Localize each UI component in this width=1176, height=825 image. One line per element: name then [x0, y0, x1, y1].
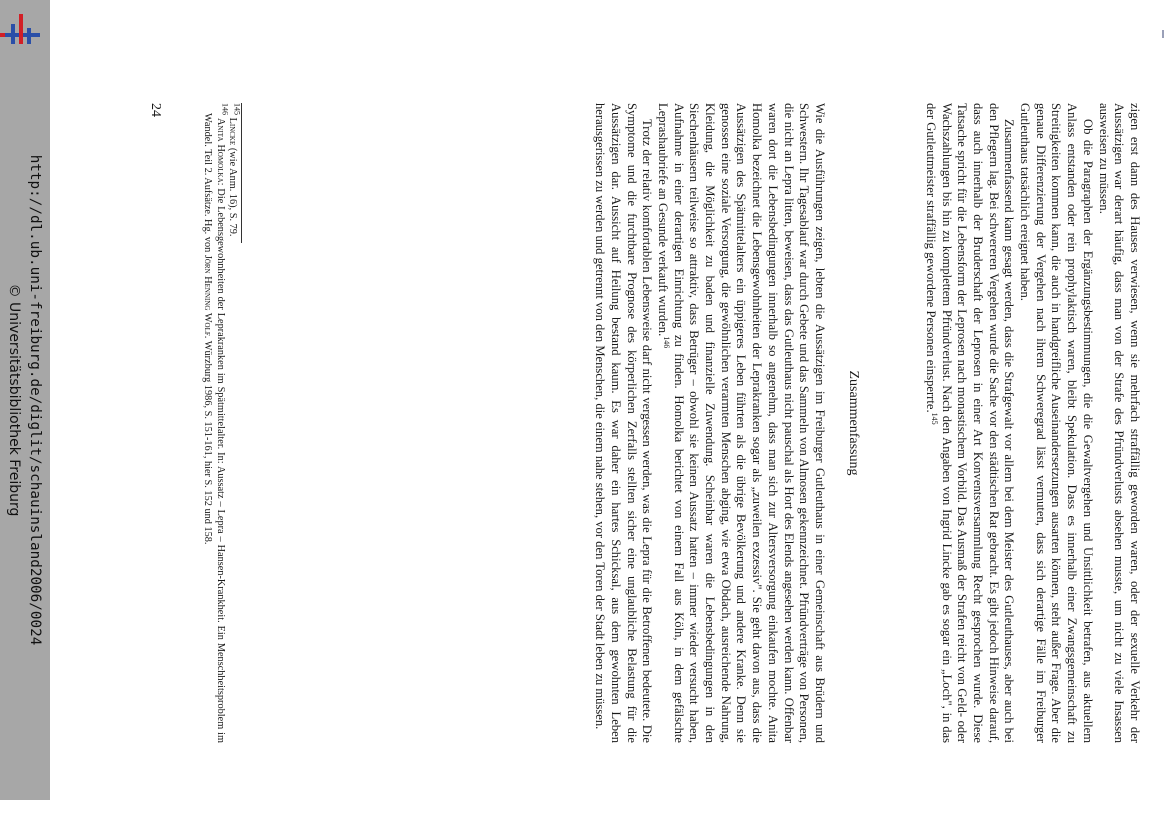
footnote-text: : Die Lebensgewohnheiten der Leprakranken im Spätmittelalter. In: Aussatz – Lepra – Hansen-Krankheit. Ein Menschheitsproblem im Wandel. Teil 2. Aufsätze. Hg. von [202, 113, 226, 743]
logo-red-stem [19, 14, 23, 44]
footnote-text: (wie Anm. 16), S. 79. [227, 145, 238, 237]
footnote-text: . Würzburg 1986, S. 151-161, hier S. 152 und 158. [202, 335, 214, 545]
copyright-notice: © Universitätsbibliothek Freiburg [6, 283, 22, 517]
sidebar-source-label [3, 155, 45, 646]
sidebar [0, 0, 50, 800]
scanned-page [59, 25, 1169, 825]
logo-red-dot [0, 33, 5, 37]
paragraph: zigen erst dann des Hauses verwiesen, wenn sie mehrfach straffällig geworden waren, oder der sexuelle Verkehr der Aussätzigen war derart häufig, dass man von der Strafe des Pfründverlusts absehen musste, um nicht zu viele Insassen ausweisen zu müssen. [1096, 103, 1142, 743]
footnote-author: Lincke [227, 117, 238, 146]
page-number: 24 [148, 103, 163, 117]
logo-blue-stem-2 [27, 28, 31, 44]
footnote [201, 103, 230, 743]
section-heading: Zusammenfassung [846, 370, 861, 476]
paragraph [922, 103, 1016, 743]
paragraph-text: Wie die Ausführungen zeigen, lebten die Aussätzigen im Freiburger Gutleuthaus in einer Gemeinschaft aus Brüdern und Schwestern. Ihr Tagesablauf war durch Gebete und das Sammeln von Almosen gekennzeichnet. Pfründverträge von Personen, die nicht an Lepra litten, beweisen, dass das Gutleuthaus nicht pauschal als Hort des Elends angesehen werden kann. Offenbar waren dort die Lebensbedingungen innerhalb so angenehm, dass man sich zur Altersversorgung einkaufen mochte. Anita Homolka bezeichnet die Lebensgewohnheiten der Leprakranken sogar als „zuweilen exzessiv". Sie geht davon aus, dass die Aussätzigen des Spätmittelalters ein üppigeres Leben führten als die übrige Bevölkerung und andere Kranke. Denn sie genossen eine soziale Versorgung, die gewöhnlichen verarmten Menschen abging, wie etwa Obdach, ausreichende Nahrung, Kleidung, die Möglichkeit zu baden und finanzielle Zuwendung. Scheinbar waren die Lebensbedingungen in den Siechenhäusern teilweise so attraktiv, dass Betrüger – obwohl sie keinen Aussatz hatten – immer wieder versucht haben, Aufnahme in einer derartigen Einrichtung zu finden. Homolka berichtet von einem Fall aus Köln, in dem gefälschte Leprashaubriefe an Gesunde verkauft wurden. [655, 103, 827, 743]
paragraph [654, 103, 827, 743]
footnote-editor: Jörn Henning Wolf [202, 254, 214, 336]
text-block-top [922, 103, 1142, 743]
footnotes [201, 103, 242, 743]
ub-freiburg-logo [0, 0, 50, 52]
footnote-ref[interactable]: 146 [662, 336, 672, 349]
footnote-author: Anita Homolka [214, 117, 226, 183]
source-url[interactable]: http://dl.ub.uni-freiburg.de/diglit/schauinsland2006/0024 [27, 154, 43, 646]
paragraph: Trotz der relativ komfortablen Lebensweise darf nicht vergessen werden, was die Lepra für die Betroffenen bedeutete. Die Symptome und die furchtbare Prognose des körperlichen Zerfalls stellten sicher eine unglaubliche Belastung für die Aussätzigen dar. Aussicht auf Heilung bestand kaum. Es war daher ein hartes Schicksal, aus dem gewohnten Leben herausgerissen zu werden und getrennt von den Menschen, die einem nahe stehen, vor den Toren der Stadt leben zu müssen. [593, 103, 655, 743]
paragraph-text: Zusammenfassend kann gesagt werden, dass die Strafgewalt vor allem bei dem Meister des Gutleuthauses, aber auch bei den Pflegern lag. Bei schwereren Vergehen wurde die Sache vor den städtischen Rat gebracht. Es gibt jedoch Hinweise darauf, dass auch innerhalb der Bruderschaft der Leprosen in einer Art Konventsversammlung Recht gesprochen wurde. Diese Tatsache spricht für die Lebensform der Leprosen nach monastischem Vorbild. Das Ausmaß der Strafen reicht von Geld- oder Wachszahlungen bis hin zu komplettem Pfründverlust. Nach den Angaben von Ingrid Lincke gab es sogar ein „Loch", in das der Gutleutmeister straffällig gewordene Personen einsperrte. [923, 103, 1017, 743]
footnote [226, 103, 242, 743]
logo-blue-stem-1 [11, 24, 15, 44]
footnote-number: 146 [220, 103, 230, 115]
paragraph: Ob die Paragraphen der Ergänzungsbestimmungen, die die Gewaltvergehen und Unsittlichkeit betrafen, aus aktuellem Anlass entstanden oder rein prophylaktisch waren, bleibt Spekulation. Dass es innerhalb einer Zwangsgemeinschaft zu Streitigkeiten kommen kann, die auch in handgreifliche Auseinandersetzungen ausarten können, steht außer Frage. Aber die genaue Differenzierung der Vergehen nach ihrem Schweregrad lässt vermuten, dass sich derartige Fälle im Freiburger Gutleuthaus tatsächlich ereignet haben. [1018, 103, 1095, 743]
footnote-divider [241, 103, 242, 243]
footnote-ref[interactable]: 145 [930, 412, 940, 425]
footnote-number: 145 [232, 103, 242, 115]
text-block-summary [591, 103, 827, 743]
